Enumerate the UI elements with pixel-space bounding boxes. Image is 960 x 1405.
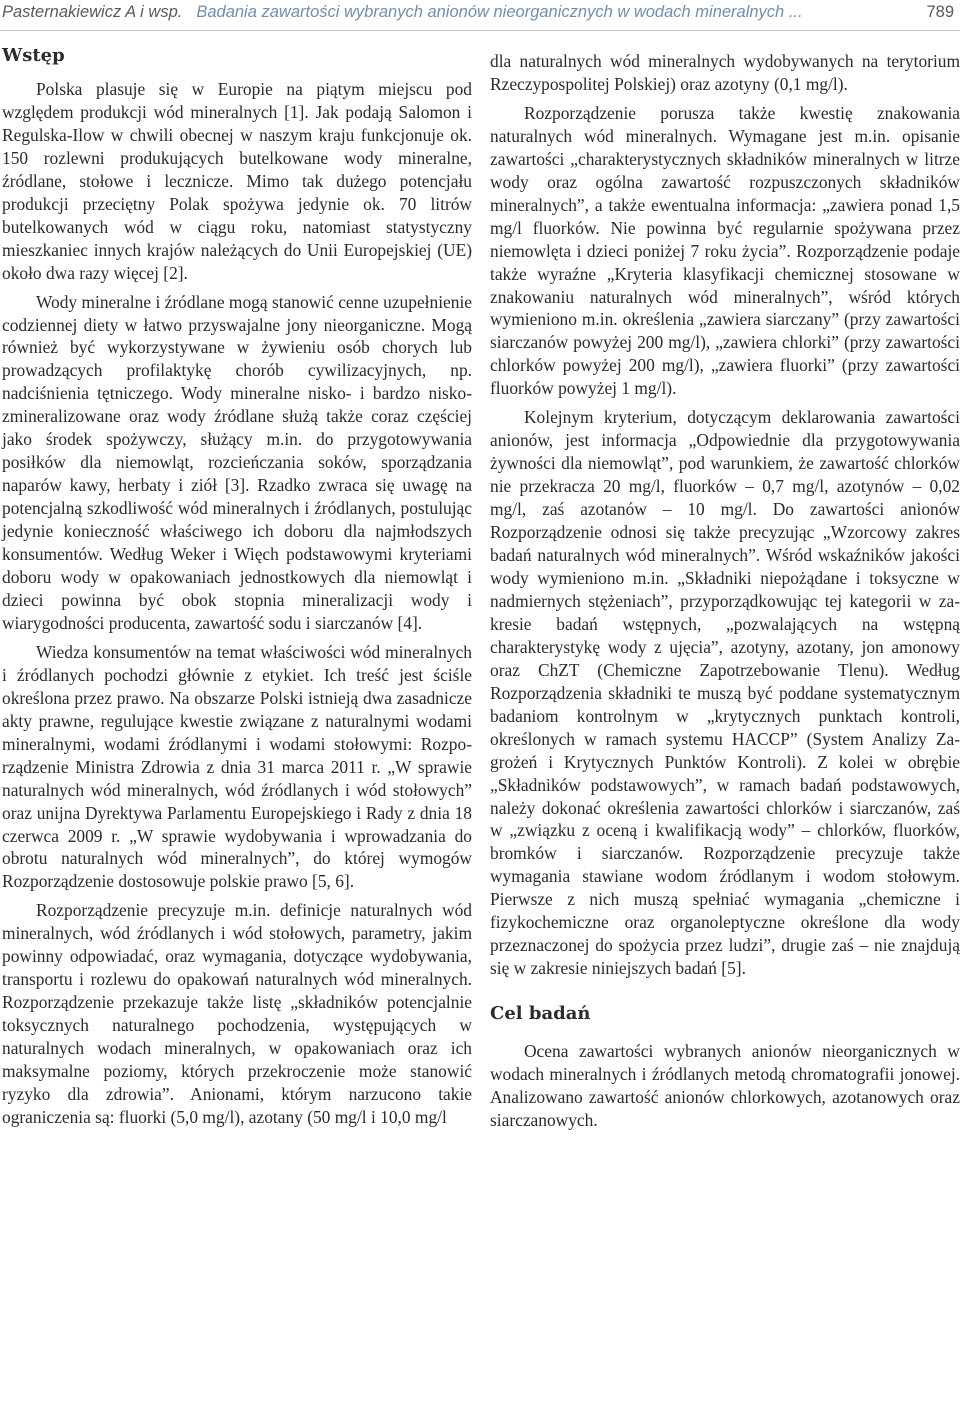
page-number: 789 xyxy=(926,3,954,21)
labeling-paragraph: Rozporządzenie porusza także kwestię znakowania naturalnych wód mineralnych. Wymagane jest m.in. opisanie zawartości „charakterystycznych składników mineralnych w litrze wody oraz ogólna zawartość rozpuszczonych składników mineralnych”, a także ewentualna informacja: „zawiera ponad 1,5 mg/l fluorków. Nie powinna być regularnie spożywana przez niemowlęta i dzieci poniżej 7 roku życia”. Rozporządzenie podaje także wyraźne „Kryteria klasyfikacji chemicznej stosowane w znakowaniu naturalnych wód mineralnych”, wśród których wymieniono m.in. określenia „zawiera siarczany” (przy zawartości siarczanów powyżej 200 mg/l), „zawiera chlorki” (przy zawartości chlorków powyżej 200 mg/l), „zawiera fluorki” (przy zawartości fluorków powyżej 1 mg/l). xyxy=(490,102,960,399)
aim-paragraph: Ocena zawartości wybranych anionów nieorganicznych w wodach mineralnych i źródlanych metodą chromatografii jonowej. Analizowano zawartość anionów chlorkowych, azotanowych oraz siarczanowych. xyxy=(490,1041,960,1130)
running-head-title: Badania zawartości wybranych anionów nieorganicznych w wodach mineralnych ... xyxy=(196,3,803,21)
section-heading-introduction: Wstęp xyxy=(2,45,65,66)
right-column xyxy=(490,50,960,1132)
left-column xyxy=(2,44,472,1129)
intro-paragraph-1: Polska plasuje się w Europie na piątym miejscu pod względem produkcji wód mineralnych [1]. Jak podają Salomon i Regulska-Ilow w chwili obecnej w naszym kraju funkcjonuje ok. 150 rozlewni produkujących butelkowane wody mineralne, źródlane, stołowe i lecznicze. Mimo tak dużego potencjału produkcji przeciętny Polak spożywa jedynie ok. 70 litrów butelkowanych wód w ciągu roku, natomiast statystyczny mieszkaniec innych krajów należących do Unii Europejskiej (UE) około dwa razy więcej [2]. xyxy=(2,79,472,283)
intro-paragraph-2: Wody mineralne i źródlane mogą stanowić cenne uzupełnienie codziennej diety w łatwo przyswajalne jony nieorganiczne. Mogą również być wykorzystywane w żywieniu osób chorych lub prowadzących profilaktykę chorób cywilizacyjnych, np. nadciśnienia tętniczego. Wody mineralne nisko- i bardzo niskozmineralizowane oraz wody źródlane służą także coraz częściej jako środek spożywczy, służący m.in. do przygotowywania posiłków dla niemowląt, rozcieńczania soków, sporządzania naparów kawy, herbaty i ziół [3]. Rzadko zwraca się uwagę na potencjalną szkodliwość wód mineralnych i źródlanych, postulując jedynie konieczność właściwego ich doboru dla najmłodszych konsumentów. Według Weker i Więch podstawowymi kryteriami doboru wody w opakowaniach jednostkowych dla niemowląt i dzieci powinna być obok stopnia mineralizacji wody i wiarygodności producenta, zawartość sodu i siarczanów [4]. xyxy=(2,291,472,633)
section-heading-aim: Cel badań xyxy=(490,1003,591,1025)
criteria-paragraph: Kolejnym kryterium, dotyczącym deklarowania zawartości anionów, jest informacja „Odpowiednie dla przygotowywania żywności dla niemowląt”, pod warunkiem, że zawartość chlorków nie przekracza 20 mg/l, fluorków – 0,7 mg/l, azotynów – 0,02 mg/l, zaś azotanów – 10 mg/l. Do zawartości anionów Rozporządzenie odnosi się także precyzując „Wzorcowy zakres badań naturalnych wód mineralnych”. Wśród wskaźników jakości wody wymieniono m.in. „Składniki niepożądane i toksyczne w nadmiernych stężeniach”, przyporządkowując tej kategorii w zakresie badań wstępnych, „pozwalających na wstępną charakterystykę wody z ujęcia”, azotyny, azotany, jon amonowy oraz ChZT (Chemiczne Zapotrzebowanie Tlenu). Według Rozporządzenia składniki te muszą być poddane systematycznym badaniom kontrolnym w „krytycznych punktach kontroli, określonych w ramach systemu HACCP” (System Analizy Zagrożeń i Krytycznych Punktów Kontroli). Z kolei w obrębie „Składników podstawowych”, w ramach badań podstawowych, należy dokonać określenia zawartości chlorków i siarczanów, zaś w „związku z oceną i kwalifikacją wody” – chlorków, fluorków, bromków i siarczanów. Rozporządzenie precyzuje także wymagania stawiane wodom źródlanym i wodom stołowym. Pierwsze z nich muszą spełniać wymagania „chemiczne i fizykochemiczne oraz organoleptyczne określone dla wody przeznaczonej do spożycia przez ludzi”, drugie zaś – nie znajdują się w zakresie niniejszych badań [5]. xyxy=(490,407,960,979)
intro-paragraph-4: Rozporządzenie precyzuje m.in. definicje naturalnych wód mineralnych, wód źródlanych i wód stołowych, parametry, jakim powinny odpowiadać, oraz wymagania, dotyczące wydobywania, transportu i rozlewu do opakowań naturalnych wód mineralnych. Rozporządzenie przekazuje także listę „składników potencjalnie toksycznych naturalnego pochodzenia, występujących w naturalnych wodach mineralnych, w opakowaniach oraz ich maksymalne poziomy, których przekroczenie może stanowić ryzyko dla zdrowia”. Anionami, którym narzucono takie ograniczenia są: fluorki (5,0 mg/l), azotany (50 mg/l i 10,0 mg/l xyxy=(2,900,472,1127)
running-head-text xyxy=(2,3,803,22)
header-rule xyxy=(0,30,960,31)
running-head xyxy=(0,0,960,32)
running-head-authors: Pasternakiewicz A i wsp. xyxy=(2,3,183,21)
continued-paragraph: dla naturalnych wód mineralnych wydobywanych na terytorium Rzeczypospolitej Polskiej) oraz azotyny (0,1 mg/l). xyxy=(490,51,960,94)
intro-paragraph-3: Wiedza konsumentów na temat właściwości wód mineralnych i źródlanych pochodzi głównie z etykiet. Ich treść jest ściśle określona przez prawo. Na obszarze Polski istnieją dwa zasadnicze akty prawne, regulujące kwestie związane z naturalnymi wodami mineralnymi, wodami źródlanymi i wodami stołowymi: Rozporządzenie Ministra Zdrowia z dnia 31 marca 2011 r. „W sprawie naturalnych wód mineralnych, wód źródlanych i wód stołowych” oraz unijna Dyrektywa Parlamentu Europejskiego i Rady z dnia 18 czerwca 2009 r. „W sprawie wydobywania i wprowadzania do obrotu naturalnych wód mineralnych”, do której wymogów Rozporządzenie dostosowuje polskie prawo [5, 6]. xyxy=(2,641,472,892)
